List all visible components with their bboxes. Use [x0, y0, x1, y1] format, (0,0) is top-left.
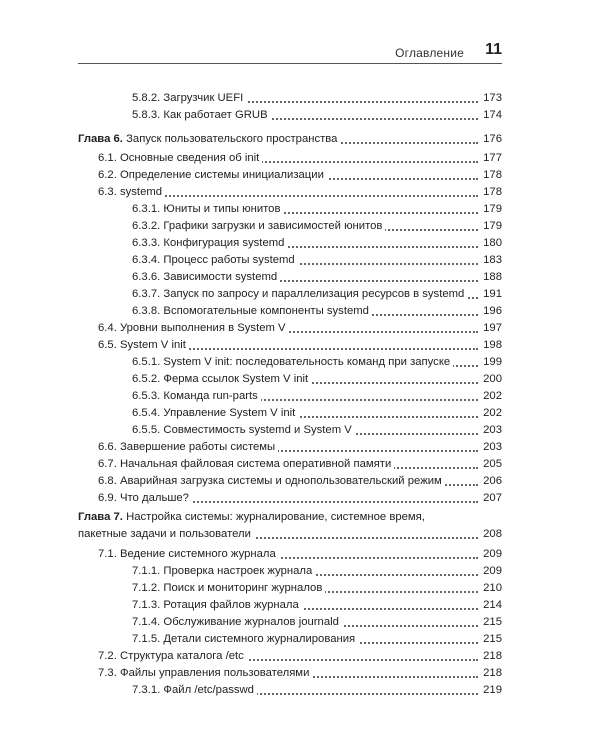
toc-entry-title: Детали системного журналирования [163, 633, 356, 645]
toc-entry [0, 354, 600, 371]
header-title: Оглавление [395, 46, 464, 60]
toc-entry-text [132, 405, 298, 422]
toc-section-number: 6.8. [98, 475, 117, 487]
toc-entry-title: Управление System V init [163, 407, 296, 419]
toc-section-number: 6.7. [98, 458, 117, 470]
toc-entry-title: Настройка системы: журналирование, системное время, [126, 511, 425, 523]
toc-entry [0, 422, 600, 439]
toc-entry [0, 167, 600, 184]
toc-section-number: 5.8.2. [132, 92, 161, 104]
toc-entry-title: Ведение системного журнала [119, 548, 276, 560]
toc-entry [0, 286, 600, 303]
toc-entry-text [132, 682, 257, 699]
toc-section-number: 6.3.1. [132, 203, 161, 215]
toc-page-number: 209 [480, 546, 502, 563]
toc-entry-title: Файл /etc/passwd [163, 684, 254, 696]
toc-entry-text [98, 490, 192, 507]
toc-entry [0, 614, 600, 631]
toc-page-number: 202 [480, 405, 502, 422]
toc-section-number: 7.1.2. [132, 582, 161, 594]
toc-entry-text [98, 337, 189, 354]
toc-entry [0, 456, 600, 473]
toc-page-number: 214 [480, 597, 502, 614]
toc-page-number: 179 [480, 218, 502, 235]
toc-section-number: 6.3.2. [132, 220, 161, 232]
toc-entry [0, 682, 600, 699]
toc-section-number: 7.3. [98, 667, 117, 679]
toc-page-number: 196 [480, 303, 502, 320]
toc-entry-title: Поиск и мониторинг журналов [163, 582, 323, 594]
toc-entry [0, 546, 600, 563]
toc-page-number: 215 [480, 631, 502, 648]
toc-section-number: 6.5.5. [132, 424, 161, 436]
toc-section-number: 7.3.1. [132, 684, 161, 696]
toc-chapter [0, 131, 600, 148]
toc-page-number: 188 [480, 269, 502, 286]
toc-page-number: 215 [480, 614, 502, 631]
toc-entry-title: Ротация файлов журнала [163, 599, 299, 611]
toc-entry-text [132, 269, 280, 286]
toc-entry-text [98, 665, 312, 682]
toc-entry-title: Загрузчик UEFI [163, 92, 244, 104]
toc-page-number: 206 [480, 473, 502, 490]
toc-entry-text [132, 422, 355, 439]
toc-entry [0, 371, 600, 388]
toc-page-number: 180 [480, 235, 502, 252]
toc-entry-text [132, 252, 298, 269]
toc-section-number: 6.5.4. [132, 407, 161, 419]
toc-section-number: 6.3.7. [132, 288, 161, 300]
toc-page-number: 179 [480, 201, 502, 218]
toc-entry-text [132, 107, 271, 124]
toc-entry-title: Графики загрузки и зависимостей юнитов [163, 220, 383, 232]
toc-section-number: 7.2. [98, 650, 117, 662]
toc-entry-title: System V init: последовательность команд при запуске [163, 356, 451, 368]
toc-page-number: 199 [480, 354, 502, 371]
toc-entry [0, 665, 600, 682]
toc-entry [0, 631, 600, 648]
toc-page-number: 208 [480, 526, 502, 543]
toc-entry [0, 235, 600, 252]
toc-entry-title: Аварийная загрузка системы и однопользовательский режим [119, 475, 442, 487]
toc-chapter-line1 [78, 509, 425, 526]
toc-page-number: 197 [480, 320, 502, 337]
toc-entry-text [98, 184, 165, 201]
toc-entry-title: Процесс работы systemd [163, 254, 295, 266]
toc-chapter-number: Глава 6. [78, 133, 123, 145]
toc-entry [0, 563, 600, 580]
toc-entry-title: Проверка настроек журнала [163, 565, 313, 577]
toc-section-number: 6.5.2. [132, 373, 161, 385]
toc-entry [0, 580, 600, 597]
toc-entry [0, 303, 600, 320]
toc-entry-text [132, 580, 325, 597]
toc-page-number: 205 [480, 456, 502, 473]
toc-entry [0, 252, 600, 269]
toc-entry-text [132, 235, 287, 252]
toc-entry-text [132, 614, 342, 631]
toc-entry-title: Обслуживание журналов journald [163, 616, 339, 628]
toc-entry-text [132, 597, 302, 614]
toc-page-number: 219 [480, 682, 502, 699]
toc-entry-title: Основные сведения об init [119, 152, 260, 164]
toc-entry [0, 597, 600, 614]
toc-page-number: 198 [480, 337, 502, 354]
toc-entry-title: Команда run-parts [163, 390, 258, 402]
toc-entry-text [132, 303, 372, 320]
toc-page-number: 200 [480, 371, 502, 388]
toc-entry [0, 337, 600, 354]
toc-entry-text [98, 648, 247, 665]
toc-section-number: 6.2. [98, 169, 117, 181]
toc-section-number: 7.1.1. [132, 565, 161, 577]
toc-entry [0, 388, 600, 405]
toc-page-number: 207 [480, 490, 502, 507]
toc-entry-title: System V init [119, 339, 186, 351]
toc-page-number: 183 [480, 252, 502, 269]
toc-section-number: 6.3.3. [132, 237, 161, 249]
toc-page-number: 174 [480, 107, 502, 124]
toc-page-number: 173 [480, 90, 502, 107]
toc-entry-title: Вспомогательные компоненты systemd [163, 305, 369, 317]
toc-entry-title: Зависимости systemd [163, 271, 278, 283]
toc-page-number: 176 [480, 131, 502, 148]
toc-page-number: 203 [480, 422, 502, 439]
toc-entry-title: Как работает GRUB [163, 109, 268, 121]
toc-entry [0, 405, 600, 422]
toc-page-number: 210 [480, 580, 502, 597]
toc-entry-title: Определение системы инициализации [119, 169, 324, 181]
toc-entry [0, 107, 600, 124]
toc-entry [0, 320, 600, 337]
toc-entry-title: Структура каталога /etc [119, 650, 244, 662]
toc-entry-text [132, 631, 358, 648]
toc-entry-title: Совместимость systemd и System V [163, 424, 352, 436]
toc-entry-text [98, 439, 278, 456]
toc-section-number: 7.1. [98, 548, 117, 560]
toc-section-number: 6.5. [98, 339, 117, 351]
toc-section-number: 6.4. [98, 322, 117, 334]
toc-page-number: 178 [480, 167, 502, 184]
toc-page-number: 177 [480, 150, 502, 167]
toc-entry-title: Завершение работы системы [119, 441, 276, 453]
toc-entry-title: Запуск по запросу и параллелизация ресурсов в systemd [163, 288, 465, 300]
toc-entry-text [132, 218, 385, 235]
toc-entry-text [98, 320, 289, 337]
toc-entry [0, 473, 600, 490]
toc-page-number: 218 [480, 665, 502, 682]
toc-entry [0, 184, 600, 201]
toc-page-number: 178 [480, 184, 502, 201]
toc-section-number: 6.3.4. [132, 254, 161, 266]
toc-entry-text [98, 546, 279, 563]
toc-entry-title: Запуск пользовательского пространства [126, 133, 338, 145]
toc-entry-text [132, 201, 283, 218]
toc-section-number: 7.1.4. [132, 616, 161, 628]
toc-entry-text [98, 473, 445, 490]
toc-entry [0, 218, 600, 235]
toc-entry [0, 490, 600, 507]
toc-entry-text [132, 371, 311, 388]
toc-entry-title: Конфигурация systemd [163, 237, 285, 249]
toc-page-number: 202 [480, 388, 502, 405]
toc-entry-title-cont: пакетные задачи и пользователи [78, 526, 254, 543]
toc-section-number: 6.5.3. [132, 390, 161, 402]
toc-entry-text [132, 90, 246, 107]
toc-entry-title: Начальная файловая система оперативной памяти [119, 458, 392, 470]
toc-section-number: 7.1.5. [132, 633, 161, 645]
toc-entry [0, 439, 600, 456]
toc-section-number: 6.5.1. [132, 356, 161, 368]
dot-leader [240, 537, 478, 539]
toc-entry-text [78, 131, 340, 148]
toc-section-number: 7.1.3. [132, 599, 161, 611]
toc-page-number: 209 [480, 563, 502, 580]
toc-entry [0, 90, 600, 107]
toc-entry [0, 648, 600, 665]
toc-section-number: 6.9. [98, 492, 117, 504]
toc-page-number: 203 [480, 439, 502, 456]
toc-chapter [0, 509, 600, 543]
toc-entry-text [98, 167, 327, 184]
toc-entry [0, 201, 600, 218]
toc-entry-title: Файлы управления пользователями [119, 667, 310, 679]
toc-section-number: 6.3.8. [132, 305, 161, 317]
toc-entry-title: Что дальше? [119, 492, 189, 504]
toc-entry-text [132, 563, 315, 580]
toc-section-number: 6.3. [98, 186, 117, 198]
toc-entry [0, 150, 600, 167]
toc-entry-text [132, 286, 467, 303]
toc-page-number: 218 [480, 648, 502, 665]
toc-entry-text [98, 150, 262, 167]
toc-section-number: 6.3.6. [132, 271, 161, 283]
toc-section-number: 6.6. [98, 441, 117, 453]
toc-entry-title: Уровни выполнения в System V [119, 322, 286, 334]
toc-page-number: 191 [480, 286, 502, 303]
toc-entry-text [132, 388, 261, 405]
toc-section-number: 5.8.3. [132, 109, 161, 121]
toc-chapter-number: Глава 7. [78, 511, 123, 523]
toc-entry-title: Юниты и типы юнитов [163, 203, 281, 215]
toc-entry-title: Ферма ссылок System V init [163, 373, 309, 385]
toc-entry [0, 269, 600, 286]
toc-entry-text [132, 354, 453, 371]
toc-entry-text [98, 456, 394, 473]
toc-entry-title: systemd [119, 186, 163, 198]
toc-section-number: 6.1. [98, 152, 117, 164]
page-number: 11 [485, 41, 502, 58]
